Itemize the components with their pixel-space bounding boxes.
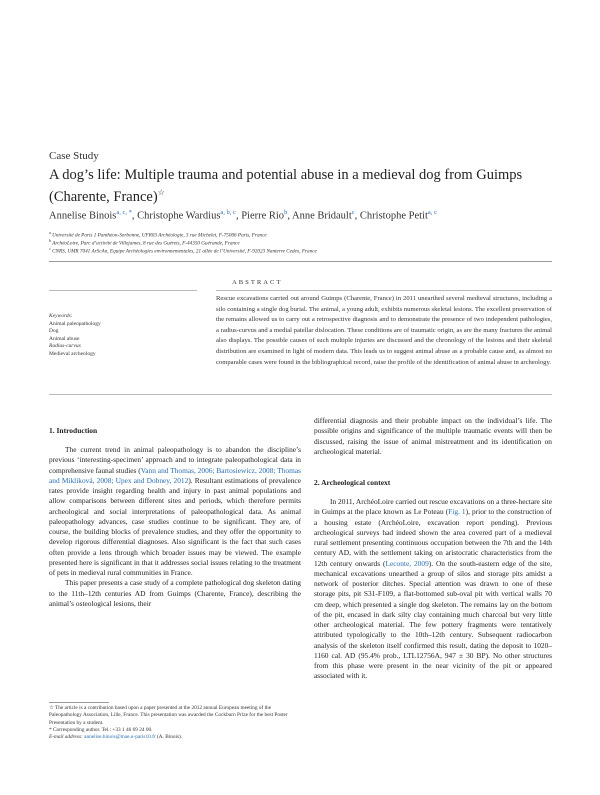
author-affiliation-mark[interactable]: c bbox=[351, 209, 355, 216]
footnote-title bbox=[49, 705, 301, 727]
title-footnote-mark[interactable]: ☆ bbox=[157, 188, 165, 197]
author-name[interactable]: Christophe Wardius bbox=[137, 210, 221, 222]
footnote-mark: ☆ bbox=[49, 705, 54, 711]
left-column bbox=[49, 445, 301, 609]
affiliation-mark: a bbox=[49, 230, 51, 235]
article-info-divider bbox=[49, 290, 197, 291]
intro-paragraph-2: This paper presents a case study of a complete pathological dog skeleton dating to the 11th–12th centuries AD from Guimps (Charente, France), describing the animal’s osteological lesions, their bbox=[49, 578, 301, 608]
author-separator: , bbox=[287, 210, 292, 222]
text-run: ), prior to the construction of a housing estate (ArchéoLoire, excavation report pending). Previous archeological surveys had indeed shown the area covered part of a medieval rural settlement presenting continuous occupation between the 7th and the 14th century AD, with the settlement taking on aristocratic characteristics from the 12th century onwards ( bbox=[314, 507, 552, 568]
affiliation-text: ArchéoLoire, Parc d’activité de Villejames, 8 rue des Guérets, F-44350 Guérande, France bbox=[52, 240, 240, 247]
title-text: A dog’s life: Multiple trauma and potential abuse in a medieval dog from Guimps (Charente, France) bbox=[49, 167, 523, 205]
author-affiliation-mark[interactable]: a, b, c bbox=[220, 209, 236, 216]
author-name[interactable]: Annelise Binois bbox=[49, 210, 117, 222]
article-title bbox=[49, 166, 569, 206]
header-divider bbox=[49, 261, 552, 262]
section-heading-introduction: 1. Introduction bbox=[49, 426, 98, 435]
author-name[interactable]: Pierre Rio bbox=[241, 210, 285, 222]
keyword-item: Animal paleopathology bbox=[49, 320, 101, 327]
citation-link[interactable]: Vann and Thomas, 2006; Bartosiewicz, 2008; Thomas and Mikliková, 2008; Upex and Dobney, 2012 bbox=[49, 465, 301, 485]
abstract-text: Rescue excavations carried out around Guimps (Charente, France) in 2011 unearthed several medieval structures, including a silo containing a single dog burial. The animal, a young adult, exhibits numerous skeletal lesions. The excellent preservation of the remains allowed us to carry out a retrospective diagnosis and to demonstrate the presence of two independent pathologies, a radius-curvus and a medial patellar dislocation. These conditions are of traumatic origin, as are the many fractures the animal also displays. The possible causes of such multiple injuries are discussed and the chronology of the lesions and their skeletal distribution are examined in light of modern data. This leads us to suggest animal abuse as a probable cause and, as almost no comparable cases were found in the bibliographical record, raise the profile of the identification of animal abuse in archeology. bbox=[216, 295, 552, 366]
intro-paragraph-continued: differential diagnosis and their probable impact on the individual’s life. The possible origins and significance of the multiple traumatic events will then be discussed, raising the issue of animal mistreatment and its identification on archeological material. bbox=[314, 416, 552, 456]
footnote-text: Corresponding author. Tel.: +33 1 46 69 24 00. bbox=[52, 726, 153, 733]
keywords-block bbox=[49, 313, 199, 358]
citation-link[interactable]: Leconte, 2009 bbox=[385, 558, 429, 568]
affiliation-text: Université de Paris 1 Panthéon-Sorbonne, UFR03 Archéologie, 3 rue Michelet, F-75006 Paris, France bbox=[52, 232, 267, 239]
keyword-item: Animal abuse bbox=[49, 335, 80, 342]
keyword-item: Medieval archeology bbox=[49, 350, 96, 357]
keyword-item: Radius-curvus bbox=[49, 343, 81, 349]
context-paragraph bbox=[314, 497, 552, 682]
author-affiliation-mark[interactable]: b bbox=[284, 209, 288, 216]
author-separator: , bbox=[354, 210, 360, 222]
affiliation-mark: c bbox=[49, 246, 51, 251]
footnote-email bbox=[49, 734, 301, 741]
author-separator: , bbox=[131, 210, 138, 222]
author-affiliation-mark[interactable]: a, c bbox=[427, 209, 437, 216]
footnote-mark: * bbox=[49, 726, 52, 733]
author-name[interactable]: Anne Bridault bbox=[291, 210, 352, 222]
figure-link[interactable]: Fig. 1 bbox=[448, 507, 466, 517]
footnote-divider bbox=[49, 702, 109, 703]
footnote-text: The article is a contribution based upon a paper presented at the 2012 annual European meeting of the Paleopathology Association, Lille, France. This presentation was awarded the Cockburn Prize for the best Poster Presentation by a student. bbox=[49, 705, 288, 726]
author-separator: , bbox=[235, 210, 242, 222]
email-link[interactable]: annelise.binois@mae.u-paris10.fr bbox=[84, 734, 156, 741]
author-affiliation-mark[interactable]: a, c, * bbox=[116, 209, 132, 216]
article-type-label: Case Study bbox=[49, 150, 99, 162]
email-label: E-mail address: bbox=[49, 734, 83, 741]
affiliation-text: CNRS, UMR 7041 ArScAn, Equipe Archéologies environnementales, 21 allée de l’Université, F-92023 Nanterre Cedex, France bbox=[52, 248, 317, 255]
affiliation-mark: b bbox=[49, 238, 51, 243]
abstract-divider bbox=[216, 290, 552, 291]
email-suffix: (A. Binois). bbox=[156, 734, 183, 741]
affiliation-c bbox=[49, 246, 569, 255]
abstract-bottom-divider bbox=[49, 394, 552, 395]
right-column-body bbox=[314, 497, 552, 682]
section-heading-archeological-context: 2. Archeological context bbox=[314, 478, 391, 487]
text-run: ). On the south-eastern edge of the site, mechanical excavations unearthed a group of silos and storage pits amidst a network of posterior ditches. Special attention was drawn to one of these storage pits, pit S31-F109, a flat-bottomed sub-oval pit with vertical walls 70 cm deep, which presented a single dog skeleton. The remains lay on the bottom of the pit, encased in dark silty clay containing much charcoal but very little other archeological material. The few pottery fragments were tentatively attributed typologically to the 10th–12th century. Subsequent radiocarbon analysis of the skeleton itself confirmed this result, dating the deposit to 1020–1160 cal. AD (95.4% prob., LTL12756A, 947 ± 30 BP). No other structures from this phase were present in the near vicinity of the pit or appeared associated with it. bbox=[314, 558, 552, 681]
text-run: ). Resultant estimations of prevalence rates provide insight regarding health and injury in past animal populations and allow comparisons between different sites and periods, which therefore permits archeological and social interpretations of paleopathological data. As animal paleopathology advances, case studies continue to be significant. They are, of course, the building blocks of prevalence studies, and they offer the opportunity to develop rigorous differential diagnoses. Also significant is the fact that such cases often provide a lens through which broader issues may be viewed. The example presented here is significant in that it addresses social issues relating to the treatment of pets in medieval rural communities in France. bbox=[49, 475, 301, 577]
keyword-item: Dog bbox=[49, 328, 59, 334]
author-name[interactable]: Christophe Petit bbox=[359, 210, 428, 222]
text-run: In 2011, ArchéoLoire carried out rescue excavations on a three-hectare site in Guimps at the place known as Le Poteau ( bbox=[314, 497, 552, 517]
text-run: The current trend in animal paleopathology is to abandon the discipline’s previous ‘interesting-specimen’ approach and to integrate paleopathological data in comprehensive faunal studies ( bbox=[49, 445, 301, 475]
intro-paragraph-1 bbox=[49, 445, 301, 578]
right-column-top bbox=[314, 416, 552, 457]
abstract-heading: ABSTRACT bbox=[232, 279, 283, 286]
keywords-heading: Keywords: bbox=[49, 313, 73, 319]
author-list bbox=[49, 209, 569, 222]
footnotes bbox=[49, 705, 301, 741]
